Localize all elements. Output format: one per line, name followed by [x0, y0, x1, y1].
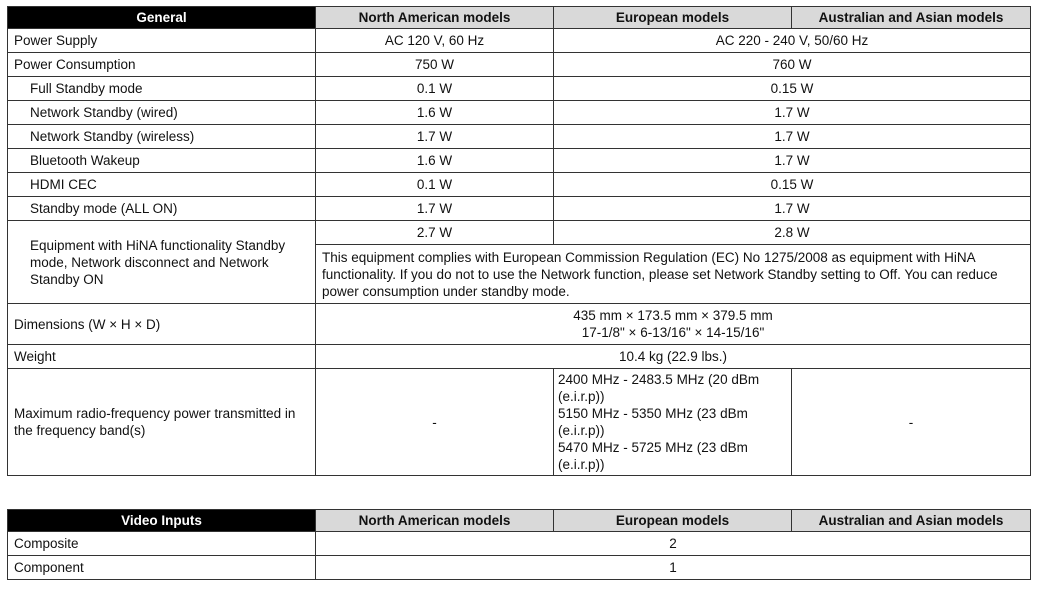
table-row — [8, 149, 1031, 173]
col-australian-asian: Australian and Asian models — [792, 510, 1031, 532]
weight-value: 10.4 kg (22.9 lbs.) — [316, 345, 1031, 369]
network-standby-wired-label: Network Standby (wired) — [8, 101, 316, 125]
general-header-row — [8, 7, 1031, 29]
hina-other: 2.8 W — [554, 221, 1031, 245]
radio-australian-asian: - — [792, 369, 1031, 476]
table-row — [8, 101, 1031, 125]
power-supply-na: AC 120 V, 60 Hz — [316, 29, 554, 53]
weight-label: Weight — [8, 345, 316, 369]
dimensions-label: Dimensions (W × H × D) — [8, 304, 316, 345]
bluetooth-wakeup-na: 1.6 W — [316, 149, 554, 173]
table-row — [8, 369, 1031, 476]
network-standby-wired-na: 1.6 W — [316, 101, 554, 125]
hdmi-cec-other: 0.15 W — [554, 173, 1031, 197]
bluetooth-wakeup-other: 1.7 W — [554, 149, 1031, 173]
table-row — [8, 197, 1031, 221]
power-supply-other: AC 220 - 240 V, 50/60 Hz — [554, 29, 1031, 53]
standby-all-on-na: 1.7 W — [316, 197, 554, 221]
table-row — [8, 77, 1031, 101]
table-row — [8, 125, 1031, 149]
general-spec-table — [7, 6, 1031, 476]
network-standby-wireless-label: Network Standby (wireless) — [8, 125, 316, 149]
dimensions-value — [316, 304, 1031, 345]
table-row — [8, 304, 1031, 345]
table-row — [8, 29, 1031, 53]
col-australian-asian: Australian and Asian models — [792, 7, 1031, 29]
network-standby-wired-other: 1.7 W — [554, 101, 1031, 125]
power-supply-label: Power Supply — [8, 29, 316, 53]
table-row — [8, 173, 1031, 197]
video-inputs-title: Video Inputs — [8, 510, 316, 532]
hdmi-cec-na: 0.1 W — [316, 173, 554, 197]
hina-na: 2.7 W — [316, 221, 554, 245]
hdmi-cec-label: HDMI CEC — [8, 173, 316, 197]
full-standby-na: 0.1 W — [316, 77, 554, 101]
table-row — [8, 532, 1031, 556]
col-north-american: North American models — [316, 7, 554, 29]
radio-band-3: 5470 MHz - 5725 MHz (23 dBm (e.i.r.p)) — [558, 440, 748, 472]
network-standby-wireless-na: 1.7 W — [316, 125, 554, 149]
radio-na: - — [316, 369, 554, 476]
table-row — [8, 53, 1031, 77]
hina-note: This equipment complies with European Commission Regulation (EC) No 1275/2008 as equipment with HiNA functionality. If you do not to use the Network function, please set Network Standby setting to Off. You can reduce power consumption under standby mode. — [316, 245, 1031, 304]
video-inputs-table — [7, 509, 1031, 580]
dimensions-metric: 435 mm × 173.5 mm × 379.5 mm — [573, 308, 773, 323]
composite-label: Composite — [8, 532, 316, 556]
video-header-row — [8, 510, 1031, 532]
radio-label: Maximum radio-frequency power transmitted in the frequency band(s) — [8, 369, 316, 476]
standby-all-on-label: Standby mode (ALL ON) — [8, 197, 316, 221]
table-row — [8, 345, 1031, 369]
table-row — [8, 556, 1031, 580]
full-standby-other: 0.15 W — [554, 77, 1031, 101]
radio-band-1: 2400 MHz - 2483.5 MHz (20 dBm (e.i.r.p)) — [558, 372, 760, 404]
col-european: European models — [554, 510, 792, 532]
radio-european — [554, 369, 792, 476]
power-consumption-other: 760 W — [554, 53, 1031, 77]
col-european: European models — [554, 7, 792, 29]
network-standby-wireless-other: 1.7 W — [554, 125, 1031, 149]
standby-all-on-other: 1.7 W — [554, 197, 1031, 221]
bluetooth-wakeup-label: Bluetooth Wakeup — [8, 149, 316, 173]
component-label: Component — [8, 556, 316, 580]
hina-label: Equipment with HiNA functionality Standby mode, Network disconnect and Network Standby ON — [8, 221, 316, 304]
power-consumption-label: Power Consumption — [8, 53, 316, 77]
general-title: General — [8, 7, 316, 29]
table-row — [8, 221, 1031, 245]
col-north-american: North American models — [316, 510, 554, 532]
power-consumption-na: 750 W — [316, 53, 554, 77]
radio-band-2: 5150 MHz - 5350 MHz (23 dBm (e.i.r.p)) — [558, 406, 748, 438]
dimensions-imperial: 17-1/8" × 6-13/16" × 14-15/16" — [581, 325, 765, 340]
full-standby-label: Full Standby mode — [8, 77, 316, 101]
component-value: 1 — [316, 556, 1031, 580]
composite-value: 2 — [316, 532, 1031, 556]
